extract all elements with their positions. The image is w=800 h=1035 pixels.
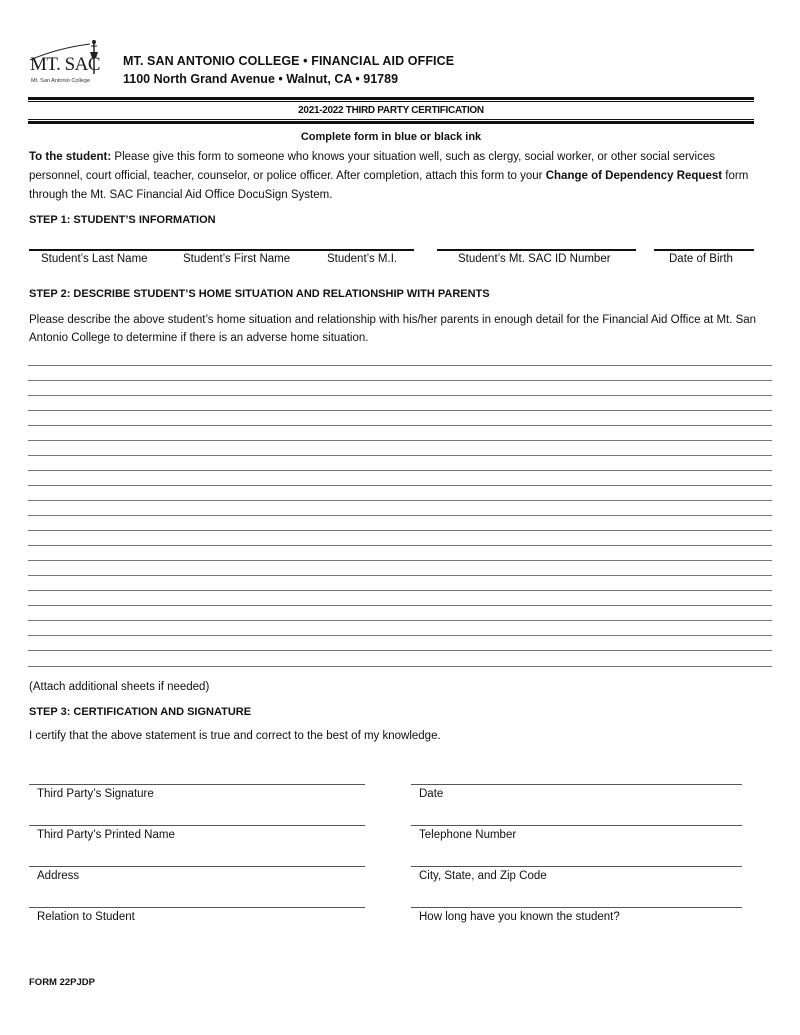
signature-label: Third Party’s Signature: [37, 788, 154, 800]
writing-line[interactable]: [28, 666, 772, 667]
writing-line[interactable]: [28, 560, 772, 561]
mi-label: Student’s M.I.: [327, 253, 398, 265]
writing-line[interactable]: [28, 380, 772, 381]
intro-lead: To the student:: [29, 151, 112, 163]
intro-text-1: Please give this form to someone who knows your situation well, such as clergy, social worker, or other social services personnel, court official, teacher, counselor, or police officer. After completion, attach this form to your: [29, 151, 715, 182]
intro-form-name: Change of Dependency Request: [545, 170, 723, 182]
city-state-zip-label: City, State, and Zip Code: [419, 870, 547, 882]
step2-heading: STEP 2: DESCRIBE STUDENT’S HOME SITUATION AND RELATIONSHIP WITH PARENTS: [29, 288, 490, 300]
writing-line[interactable]: [28, 455, 772, 456]
known-duration-line[interactable]: [411, 907, 742, 908]
writing-line[interactable]: [28, 635, 772, 636]
writing-line[interactable]: [28, 425, 772, 426]
telephone-label: Telephone Number: [419, 829, 517, 841]
id-number-label: Student’s Mt. SAC ID Number: [458, 253, 611, 265]
title-rule-top: [28, 97, 754, 100]
office-title: MT. SAN ANTONIO COLLEGE • FINANCIAL AID OFFICE: [123, 54, 455, 68]
city-state-zip-line[interactable]: [411, 866, 742, 867]
office-address: 1100 North Grand Avenue • Walnut, CA • 91789: [123, 72, 399, 86]
last-name-label: Student’s Last Name: [41, 253, 148, 265]
dob-label: Date of Birth: [669, 253, 733, 265]
writing-line[interactable]: [28, 590, 772, 591]
printed-name-line[interactable]: [29, 825, 365, 826]
step3-heading: STEP 3: CERTIFICATION AND SIGNATURE: [29, 706, 252, 718]
certification-statement: I certify that the above statement is true and correct to the best of my knowledge.: [29, 730, 441, 742]
date-line[interactable]: [411, 784, 742, 785]
relation-line[interactable]: [29, 907, 365, 908]
college-logo: [28, 38, 104, 88]
writing-line[interactable]: [28, 395, 772, 396]
writing-line[interactable]: [28, 470, 772, 471]
address-line[interactable]: [29, 866, 365, 867]
logo-text: MT. SAC: [30, 54, 101, 75]
title-rule-bottom-thin: [28, 119, 754, 120]
writing-line[interactable]: [28, 500, 772, 501]
date-label: Date: [419, 788, 444, 800]
writing-line[interactable]: [28, 515, 772, 516]
logo-subtext: Mt. San Antonio College: [31, 78, 91, 84]
signature-line[interactable]: [29, 784, 365, 785]
writing-line[interactable]: [28, 440, 772, 441]
address-label: Address: [37, 870, 80, 882]
telephone-line[interactable]: [411, 825, 742, 826]
attach-note: (Attach additional sheets if needed): [29, 681, 210, 693]
student-name-line[interactable]: [29, 249, 414, 251]
writing-line[interactable]: [28, 620, 772, 621]
writing-line[interactable]: [28, 650, 772, 651]
writing-line[interactable]: [28, 545, 772, 546]
writing-line[interactable]: [28, 575, 772, 576]
printed-name-label: Third Party’s Printed Name: [37, 829, 175, 841]
intro-paragraph: [29, 148, 759, 205]
known-duration-label: How long have you known the student?: [419, 911, 620, 923]
title-rule-bottom: [28, 121, 754, 124]
first-name-label: Student’s First Name: [183, 253, 291, 265]
step2-description: Please describe the above student’s home situation and relationship with his/her parents in enough detail for the Financial Aid Office at Mt. San Antonio College to determine if there is an adverse home situation.: [29, 314, 757, 344]
student-id-line[interactable]: [437, 249, 636, 251]
writing-line[interactable]: [28, 530, 772, 531]
certification-title: 2021-2022 THIRD PARTY CERTIFICATION: [298, 105, 484, 116]
title-rule-top-thin: [28, 101, 754, 102]
writing-line[interactable]: [28, 410, 772, 411]
step1-heading: STEP 1: STUDENT’S INFORMATION: [29, 214, 216, 226]
relation-label: Relation to Student: [37, 911, 135, 923]
writing-line[interactable]: [28, 365, 772, 366]
writing-line[interactable]: [28, 485, 772, 486]
dob-line[interactable]: [654, 249, 754, 251]
intro-text-2: form through the Mt. SAC Financial Aid Office DocuSign System.: [29, 170, 749, 201]
form-id: FORM 22PJDP: [29, 977, 95, 988]
ink-instruction: Complete form in blue or black ink: [300, 131, 482, 143]
writing-line[interactable]: [28, 605, 772, 606]
